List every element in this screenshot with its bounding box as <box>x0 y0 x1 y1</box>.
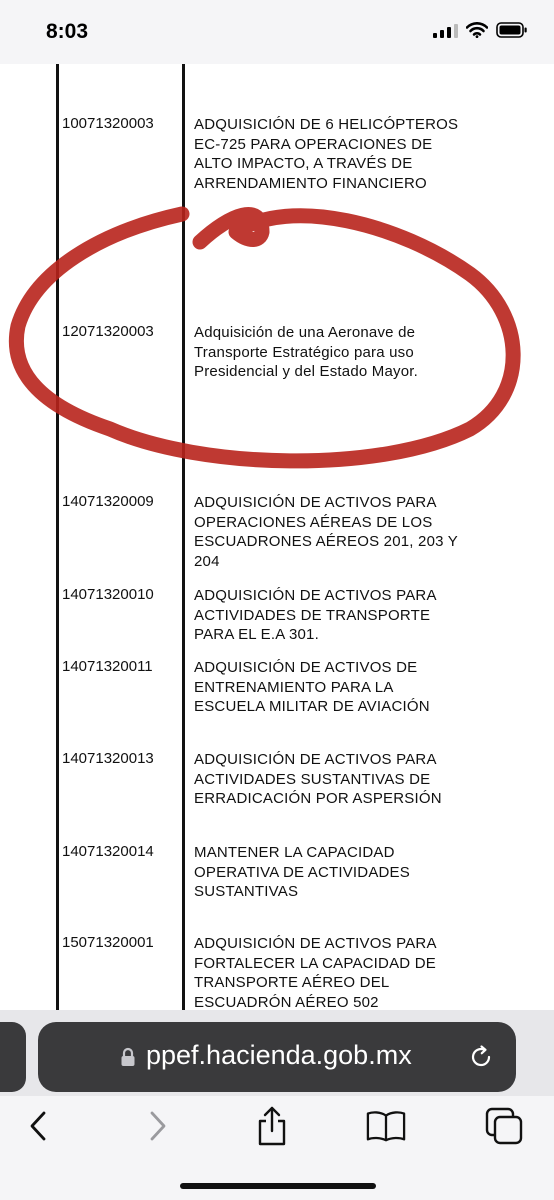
book-icon <box>366 1109 406 1143</box>
cellular-signal-icon <box>433 22 458 38</box>
table-column-rule-left <box>56 64 59 1010</box>
forward-button[interactable] <box>138 1106 178 1146</box>
lock-icon <box>120 1047 136 1067</box>
project-description: ADQUISICIÓN DE ACTIVOS DE ENTRENAMIENTO PARA LA ESCUELA MILITAR DE AVIACIÓN <box>194 659 430 715</box>
share-button[interactable] <box>252 1106 292 1146</box>
browser-address-area <box>0 1010 554 1096</box>
document-page[interactable] <box>0 64 554 1010</box>
project-description: ADQUISICIÓN DE 6 HELICÓPTEROS EC-725 PARA OPERACIONES DE ALTO IMPACTO, A TRAVÉS DE ARRENDAMIENTO FINANCIERO <box>194 116 459 192</box>
project-description: ADQUISICIÓN DE ACTIVOS PARA OPERACIONES AÉREAS DE LOS ESCUADRONES AÉREOS 201, 203 Y 204 <box>194 494 458 570</box>
project-code: 15071320001 <box>62 934 154 951</box>
home-indicator <box>180 1183 376 1189</box>
status-icons <box>433 22 528 38</box>
project-code: 14071320010 <box>62 586 154 603</box>
share-icon <box>255 1106 289 1146</box>
project-description: ADQUISICIÓN DE ACTIVOS PARA ACTIVIDADES DE TRANSPORTE PARA EL E.A 301. <box>194 587 437 643</box>
project-code: 12071320003 <box>62 323 154 340</box>
project-description: ADQUISICIÓN DE ACTIVOS PARA FORTALECER LA CAPACIDAD DE TRANSPORTE AÉREO DEL ESCUADRÓN AÉREO 502 <box>194 935 437 1010</box>
chevron-right-icon <box>148 1110 168 1142</box>
project-description: Adquisición de una Aeronave de Transporte Estratégico para uso Presidencial y del Estado Mayor. <box>194 324 419 380</box>
bookmarks-button[interactable] <box>366 1106 406 1146</box>
wifi-icon <box>466 22 488 38</box>
table-column-rule-right <box>182 64 185 1010</box>
project-code: 14071320011 <box>62 658 153 675</box>
project-code: 14071320014 <box>62 843 154 860</box>
project-code: 10071320003 <box>62 115 154 132</box>
battery-icon <box>496 22 528 38</box>
url-text: ppef.hacienda.gob.mx <box>146 1040 412 1070</box>
chevron-left-icon <box>28 1110 48 1142</box>
status-time: 8:03 <box>46 20 89 43</box>
back-button[interactable] <box>18 1106 58 1146</box>
tabs-button[interactable] <box>484 1106 524 1146</box>
previous-tab-preview[interactable] <box>0 1022 26 1092</box>
project-description: ADQUISICIÓN DE ACTIVOS PARA ACTIVIDADES SUSTANTIVAS DE ERRADICACIÓN POR ASPERSIÓN <box>194 751 442 807</box>
project-code: 14071320009 <box>62 493 154 510</box>
tabs-icon <box>485 1107 523 1145</box>
status-bar <box>0 0 554 64</box>
project-code: 14071320013 <box>62 750 154 767</box>
address-bar[interactable] <box>38 1022 516 1092</box>
reload-icon[interactable] <box>468 1044 494 1070</box>
project-description: MANTENER LA CAPACIDAD OPERATIVA DE ACTIVIDADES SUSTANTIVAS <box>194 844 410 900</box>
